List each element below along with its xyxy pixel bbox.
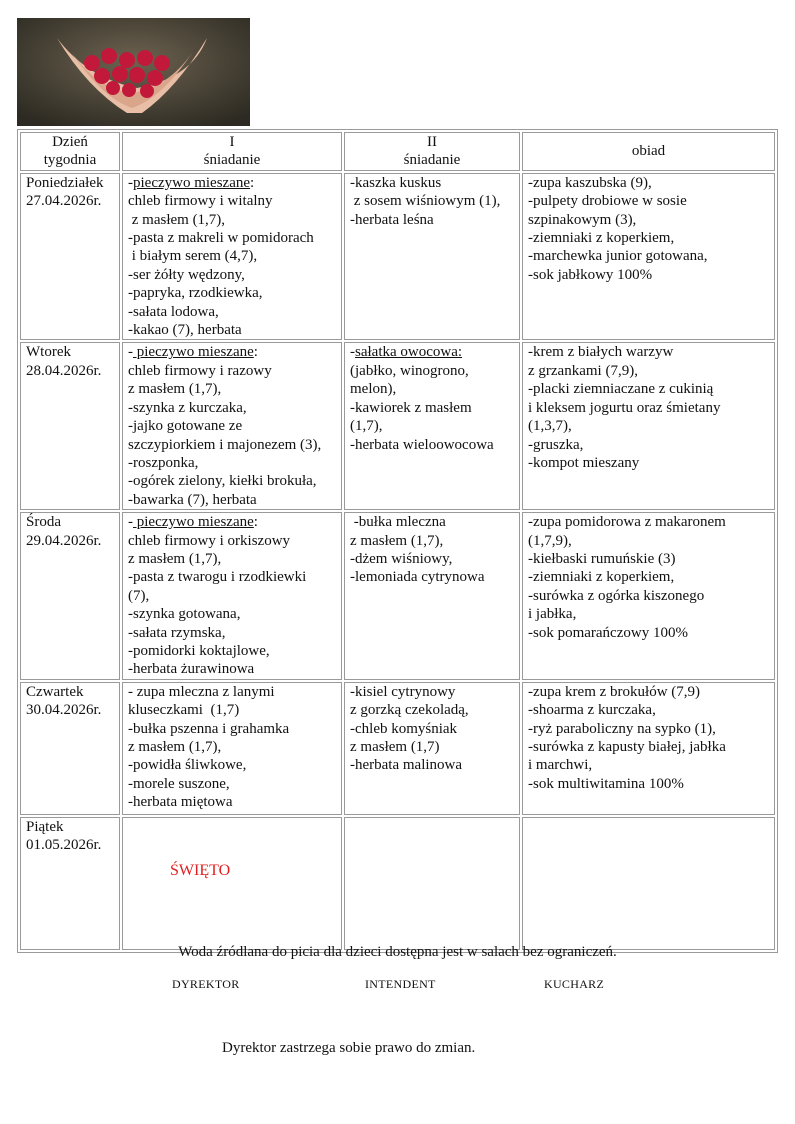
breakfast-1-cell bbox=[122, 512, 342, 680]
menu-text: - bbox=[350, 344, 355, 361]
menu-text: - bbox=[128, 174, 133, 191]
underlined-heading: pieczywo mieszane bbox=[133, 174, 251, 191]
header-b2-line: śniadanie bbox=[403, 152, 461, 169]
menu-line: - zupa mleczna z lanymi bbox=[128, 683, 275, 700]
menu-line: -kisiel cytrynowy bbox=[350, 683, 456, 700]
menu-line: Piątek bbox=[26, 818, 64, 835]
menu-text: : bbox=[253, 344, 258, 361]
menu-line: 30.04.2026r. bbox=[26, 702, 102, 719]
raspberries-in-hands-photo bbox=[17, 18, 250, 126]
breakfast-2-cell bbox=[344, 342, 520, 510]
menu-line: -zupa pomidorowa z makaronem bbox=[528, 514, 726, 531]
table-row bbox=[20, 817, 775, 950]
menu-line: -pasta z makreli w pomidorach bbox=[128, 230, 314, 247]
day-cell bbox=[20, 173, 120, 341]
menu-line: -surówka z kapusty białej, jabłka bbox=[528, 739, 726, 755]
weekly-menu-table bbox=[17, 129, 778, 953]
menu-line: -zupa krem z brokułów (7,9) bbox=[528, 683, 701, 700]
menu-line: (1,7), bbox=[350, 418, 383, 435]
menu-line: -herbata żurawinowa bbox=[128, 661, 255, 678]
menu-line: z masłem (1,7), bbox=[128, 381, 222, 398]
breakfast-1-cell bbox=[122, 817, 342, 950]
header-b2-line: II bbox=[427, 134, 437, 150]
day-cell bbox=[20, 682, 120, 815]
menu-line: -herbata miętowa bbox=[128, 794, 233, 811]
menu-text: - bbox=[128, 344, 133, 361]
menu-line: -kompot mieszany bbox=[528, 454, 640, 471]
menu-line: -sałata rzymska, bbox=[128, 624, 226, 641]
menu-line: Czwartek bbox=[26, 683, 84, 700]
menu-line: i białym serem (4,7), bbox=[128, 248, 258, 265]
menu-line: -pomidorki koktajlowe, bbox=[128, 642, 270, 659]
menu-line: -papryka, rzodkiewka, bbox=[128, 285, 263, 302]
menu-line: i marchwi, bbox=[528, 757, 593, 774]
holiday-label: ŚWIĘTO bbox=[170, 862, 231, 879]
table-row bbox=[20, 342, 775, 510]
header-day-line: tygodnia bbox=[43, 152, 97, 169]
header-breakfast-1 bbox=[122, 132, 342, 171]
menu-line: szpinakowym (3), bbox=[528, 211, 637, 228]
menu-line: melon), bbox=[350, 381, 397, 398]
menu-line: z masłem (1,7), bbox=[350, 532, 444, 549]
menu-line bbox=[128, 513, 336, 531]
table-header-row bbox=[20, 132, 775, 171]
menu-text: - bbox=[128, 514, 133, 531]
menu-line: -bawarka (7), herbata bbox=[128, 491, 257, 508]
lunch-cell bbox=[522, 342, 775, 510]
menu-line: z masłem (1,7), bbox=[128, 211, 226, 228]
menu-line: -jajko gotowane ze bbox=[128, 418, 243, 435]
lunch-cell bbox=[522, 817, 775, 950]
menu-line: 01.05.2026r. bbox=[26, 837, 102, 854]
menu-line: 28.04.2026r. bbox=[26, 362, 102, 379]
menu-line: -morele suszone, bbox=[128, 775, 230, 792]
menu-line: -ser żółty wędzony, bbox=[128, 266, 245, 283]
lunch-cell bbox=[522, 682, 775, 815]
menu-line: -sok multiwitamina 100% bbox=[528, 775, 684, 792]
breakfast-1-cell bbox=[122, 173, 342, 341]
menu-line: -herbata wieloowocowa bbox=[350, 436, 494, 453]
menu-line: chleb firmowy i orkiszowy bbox=[128, 532, 291, 549]
signature-intendant: INTENDENT bbox=[365, 977, 436, 991]
header-b1-line: śniadanie bbox=[203, 152, 261, 169]
menu-line: i jabłka, bbox=[528, 606, 577, 623]
menu-line: -ziemniaki z koperkiem, bbox=[528, 230, 675, 247]
menu-line: -krem z białych warzyw bbox=[528, 344, 674, 361]
menu-line: -shoarma z kurczaka, bbox=[528, 702, 656, 719]
menu-line: -surówka z ogórka kiszonego bbox=[528, 587, 705, 604]
menu-line: -ziemniaki z koperkiem, bbox=[528, 569, 675, 586]
menu-line: Poniedziałek bbox=[26, 174, 104, 191]
menu-line: Środa bbox=[26, 514, 61, 531]
menu-line: -sałata lodowa, bbox=[128, 303, 219, 320]
underlined-heading: pieczywo mieszane bbox=[133, 344, 254, 361]
lunch-cell bbox=[522, 173, 775, 341]
menu-line: -bułka mleczna bbox=[350, 514, 446, 531]
menu-line: i kleksem jogurtu oraz śmietany bbox=[528, 399, 721, 416]
breakfast-1-cell bbox=[122, 342, 342, 510]
breakfast-2-cell bbox=[344, 173, 520, 341]
menu-line: -chleb komyśniak bbox=[350, 720, 458, 737]
signature-director: DYREKTOR bbox=[172, 977, 240, 991]
menu-line: (jabłko, winogrono, bbox=[350, 362, 469, 379]
menu-line: (1,7,9), bbox=[528, 532, 572, 549]
menu-line: -powidła śliwkowe, bbox=[128, 757, 247, 774]
menu-line: -ogórek zielony, kiełki brokuła, bbox=[128, 473, 317, 490]
menu-line: chleb firmowy i witalny bbox=[128, 193, 273, 210]
menu-line: -gruszka, bbox=[528, 436, 584, 453]
menu-line: -pulpety drobiowe w sosie bbox=[528, 193, 687, 210]
table-row bbox=[20, 512, 775, 680]
menu-line: -sok pomarańczowy 100% bbox=[528, 624, 688, 641]
menu-line: (7), bbox=[128, 587, 150, 604]
header-day-line: Dzień bbox=[52, 134, 88, 150]
menu-text: : bbox=[250, 174, 255, 191]
menu-text: : bbox=[253, 514, 258, 531]
menu-line: -pasta z twarogu i rzodkiewki bbox=[128, 569, 307, 586]
menu-line: z gorzką czekoladą, bbox=[350, 702, 469, 719]
table-row bbox=[20, 173, 775, 341]
reserve-note: Dyrektor zastrzega sobie prawo do zmian. bbox=[222, 1040, 476, 1056]
menu-line: 29.04.2026r. bbox=[26, 532, 102, 549]
menu-line: -dżem wiśniowy, bbox=[350, 550, 453, 567]
menu-line: -marchewka junior gotowana, bbox=[528, 248, 708, 265]
menu-line bbox=[128, 343, 336, 361]
menu-line: -szynka gotowana, bbox=[128, 606, 241, 623]
menu-line: -kakao (7), herbata bbox=[128, 322, 242, 339]
menu-line: z grzankami (7,9), bbox=[528, 362, 638, 379]
water-note: Woda źródlana do picia dla dzieci dostępna jest w salach bez ograniczeń. bbox=[178, 944, 617, 960]
day-cell bbox=[20, 817, 120, 950]
header-day bbox=[20, 132, 120, 171]
menu-line: z masłem (1,7), bbox=[128, 739, 222, 755]
menu-line: -kaszka kuskus bbox=[350, 174, 442, 191]
menu-line: -bułka pszenna i grahamka bbox=[128, 720, 290, 737]
menu-line: -zupa kaszubska (9), bbox=[528, 174, 652, 191]
menu-line: (1,3,7), bbox=[528, 418, 572, 435]
breakfast-2-cell bbox=[344, 817, 520, 950]
menu-line: -roszponka, bbox=[128, 454, 199, 471]
menu-line: kluseczkami (1,7) bbox=[128, 702, 240, 719]
menu-line: 27.04.2026r. bbox=[26, 193, 102, 210]
header-b1-line: I bbox=[229, 134, 235, 150]
menu-line: Wtorek bbox=[26, 344, 71, 361]
menu-line: -szynka z kurczaka, bbox=[128, 399, 247, 416]
header-lunch: obiad bbox=[522, 132, 775, 171]
menu-line: -placki ziemniaczane z cukinią bbox=[528, 381, 714, 398]
menu-line: -herbata leśna bbox=[350, 211, 434, 228]
menu-line bbox=[350, 343, 514, 361]
menu-line: -sok jabłkowy 100% bbox=[528, 266, 653, 283]
menu-line: z sosem wiśniowym (1), bbox=[350, 193, 501, 210]
menu-line: szczypiorkiem i majonezem (3), bbox=[128, 436, 322, 453]
table-row bbox=[20, 682, 775, 815]
menu-line: z masłem (1,7) bbox=[350, 739, 440, 755]
breakfast-2-cell bbox=[344, 682, 520, 815]
breakfast-1-cell bbox=[122, 682, 342, 815]
signature-cook: KUCHARZ bbox=[544, 977, 605, 991]
menu-line: -kiełbaski rumuńskie (3) bbox=[528, 550, 676, 567]
header-breakfast-2 bbox=[344, 132, 520, 171]
menu-line: -herbata malinowa bbox=[350, 757, 463, 774]
underlined-heading: pieczywo mieszane bbox=[133, 514, 254, 531]
menu-line: -kawiorek z masłem bbox=[350, 399, 472, 416]
day-cell bbox=[20, 512, 120, 680]
menu-line: chleb firmowy i razowy bbox=[128, 362, 272, 379]
menu-line: z masłem (1,7), bbox=[128, 550, 222, 567]
day-cell bbox=[20, 342, 120, 510]
underlined-heading: sałatka owocowa: bbox=[355, 344, 463, 361]
menu-line bbox=[128, 174, 336, 192]
lunch-cell bbox=[522, 512, 775, 680]
breakfast-2-cell bbox=[344, 512, 520, 680]
menu-line: -ryż paraboliczny na sypko (1), bbox=[528, 720, 716, 737]
menu-line: -lemoniada cytrynowa bbox=[350, 569, 485, 586]
